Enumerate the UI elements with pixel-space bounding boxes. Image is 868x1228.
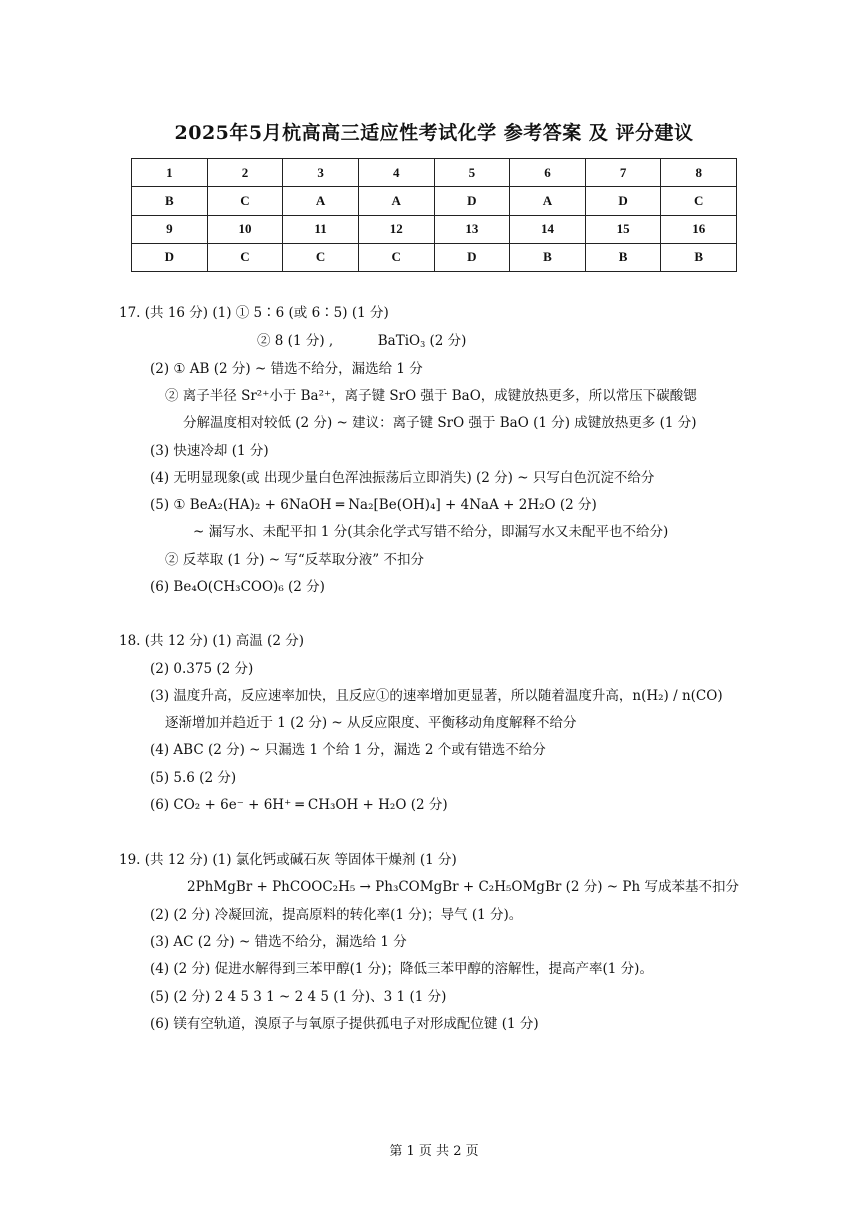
q17-line-2-subscript: 3 [420, 340, 426, 349]
q17-line-6: (3) 快速冷却 (1 分) [150, 443, 269, 459]
q17-line-2-part-a: ② 8 (1 分) , [257, 333, 334, 349]
q17-line-2-formula: BaTiO [377, 333, 421, 349]
q18-line-6: (5) 5.6 (2 分) [150, 770, 237, 786]
q18-line-4: 逐渐增加并趋近于 1 (2 分) ~ 从反应限度、平衡移动角度解释不给分 [165, 715, 577, 731]
q18-line-5: (4) ABC (2 分) ~ 只漏选 1 个给 1 分，漏选 2 个或有错选不给分 [150, 742, 546, 758]
answer-table-cell: A [510, 187, 586, 215]
q19-line-5: (4) (2 分) 促进水解得到三苯甲醇(1 分)；降低三苯甲醇的溶解性，提高产率(1 分)。 [150, 961, 653, 977]
answer-table-cell: A [358, 187, 434, 215]
answer-table-cell: D [434, 243, 510, 271]
answer-table-cell: C [283, 243, 359, 271]
answer-table-cell: C [358, 243, 434, 271]
answer-table-cell: 5 [434, 159, 510, 187]
q17-line-9: ~ 漏写水、未配平扣 1 分(其余化学式写错不给分，即漏写水又未配平也不给分) [193, 524, 669, 540]
answer-table-cell: 12 [358, 215, 434, 243]
answer-table-cell: C [661, 187, 737, 215]
page-footer: 第 1 页 共 2 页 [389, 1144, 479, 1159]
q17-line-10: ② 反萃取 (1 分) ~ 写“反萃取分液” 不扣分 [165, 552, 424, 568]
q19-line-2: 2PhMgBr + PhCOOC₂H₅ → Ph₃COMgBr + C₂H₅OMgBr (2 分) ~ Ph 写成苯基不扣分 [187, 879, 739, 895]
q18-line-3: (3) 温度升高，反应速率加快，且反应①的速率增加更显著，所以随着温度升高，n(H₂) / n(CO) [150, 688, 723, 704]
answer-table-cell: 10 [207, 215, 283, 243]
answer-table-cell: 15 [585, 215, 661, 243]
answer-table-row [132, 187, 737, 215]
answer-table-cell: B [585, 243, 661, 271]
answer-table-cell: 8 [661, 159, 737, 187]
answer-table-cell: B [661, 243, 737, 271]
answer-table-cell: 2 [207, 159, 283, 187]
answer-table-cell: 13 [434, 215, 510, 243]
answer-table-row [132, 215, 737, 243]
q19-line-4: (3) AC (2 分) ~ 错选不给分，漏选给 1 分 [150, 934, 407, 950]
q17-line-4: ② 离子半径 Sr²⁺小于 Ba²⁺，离子键 SrO 强于 BaO，成键放热更多，所以常压下碳酸锶 [165, 388, 697, 404]
q19-line-3: (2) (2 分) 冷凝回流，提高原料的转化率(1 分)；导气 (1 分)。 [150, 907, 523, 923]
q17-line-2-score: (2 分) [425, 333, 467, 349]
q17-line-7: (4) 无明显现象(或 出现少量白色浑浊振荡后立即消失) (2 分) ~ 只写白色沉淀不给分 [150, 470, 655, 486]
q18-header: 18. (共 12 分) (1) 高温 (2 分) [119, 633, 304, 649]
q17-line-3: (2) ① AB (2 分) ~ 错选不给分，漏选给 1 分 [150, 361, 423, 377]
answer-table-row [132, 243, 737, 271]
answer-table-cell: B [510, 243, 586, 271]
answer-table-cell: 16 [661, 215, 737, 243]
q18-line-7: (6) CO₂ + 6e⁻ + 6H⁺ ═ CH₃OH + H₂O (2 分) [150, 797, 448, 813]
q17-line-8: (5) ① BeA₂(HA)₂ + 6NaOH ═ Na₂[Be(OH)₄] + 4NaA + 2H₂O (2 分) [150, 497, 597, 513]
q17-line-2 [257, 332, 466, 354]
answer-table-cell: A [283, 187, 359, 215]
answer-table-cell: 4 [358, 159, 434, 187]
answer-table-cell: D [585, 187, 661, 215]
answer-table-row [132, 159, 737, 187]
answer-table-cell: B [132, 187, 208, 215]
answer-table [131, 158, 737, 272]
page-title: 2025年5月杭高高三适应性考试化学 参考答案 及 评分建议 [174, 122, 694, 144]
answer-table-cell: 3 [283, 159, 359, 187]
answer-table-cell: 1 [132, 159, 208, 187]
answer-table-cell: C [207, 243, 283, 271]
answer-table-cell: 14 [510, 215, 586, 243]
q19-line-7: (6) 镁有空轨道，溴原子与氧原子提供孤电子对形成配位键 (1 分) [150, 1016, 539, 1032]
answer-table-cell: 7 [585, 159, 661, 187]
q17-line-5: 分解温度相对较低 (2 分) ~ 建议：离子键 SrO 强于 BaO (1 分) 成键放热更多 (1 分) [183, 415, 697, 431]
q19-header: 19. (共 12 分) (1) 氯化钙或碱石灰 等固体干燥剂 (1 分) [119, 852, 457, 868]
answer-table-cell: D [434, 187, 510, 215]
q17-line-11: (6) Be₄O(CH₃COO)₆ (2 分) [150, 579, 325, 595]
q17-header: 17. (共 16 分) (1) ① 5∶6 (或 6∶5) (1 分) [119, 305, 389, 321]
answer-table-cell: C [207, 187, 283, 215]
answer-table-cell: 6 [510, 159, 586, 187]
q18-line-2: (2) 0.375 (2 分) [150, 661, 254, 677]
answer-table-cell: D [132, 243, 208, 271]
q19-line-6: (5) (2 分) 2 4 5 3 1 ~ 2 4 5 (1 分)、3 1 (1 分) [150, 989, 447, 1005]
answer-table-cell: 11 [283, 215, 359, 243]
answer-table-cell: 9 [132, 215, 208, 243]
